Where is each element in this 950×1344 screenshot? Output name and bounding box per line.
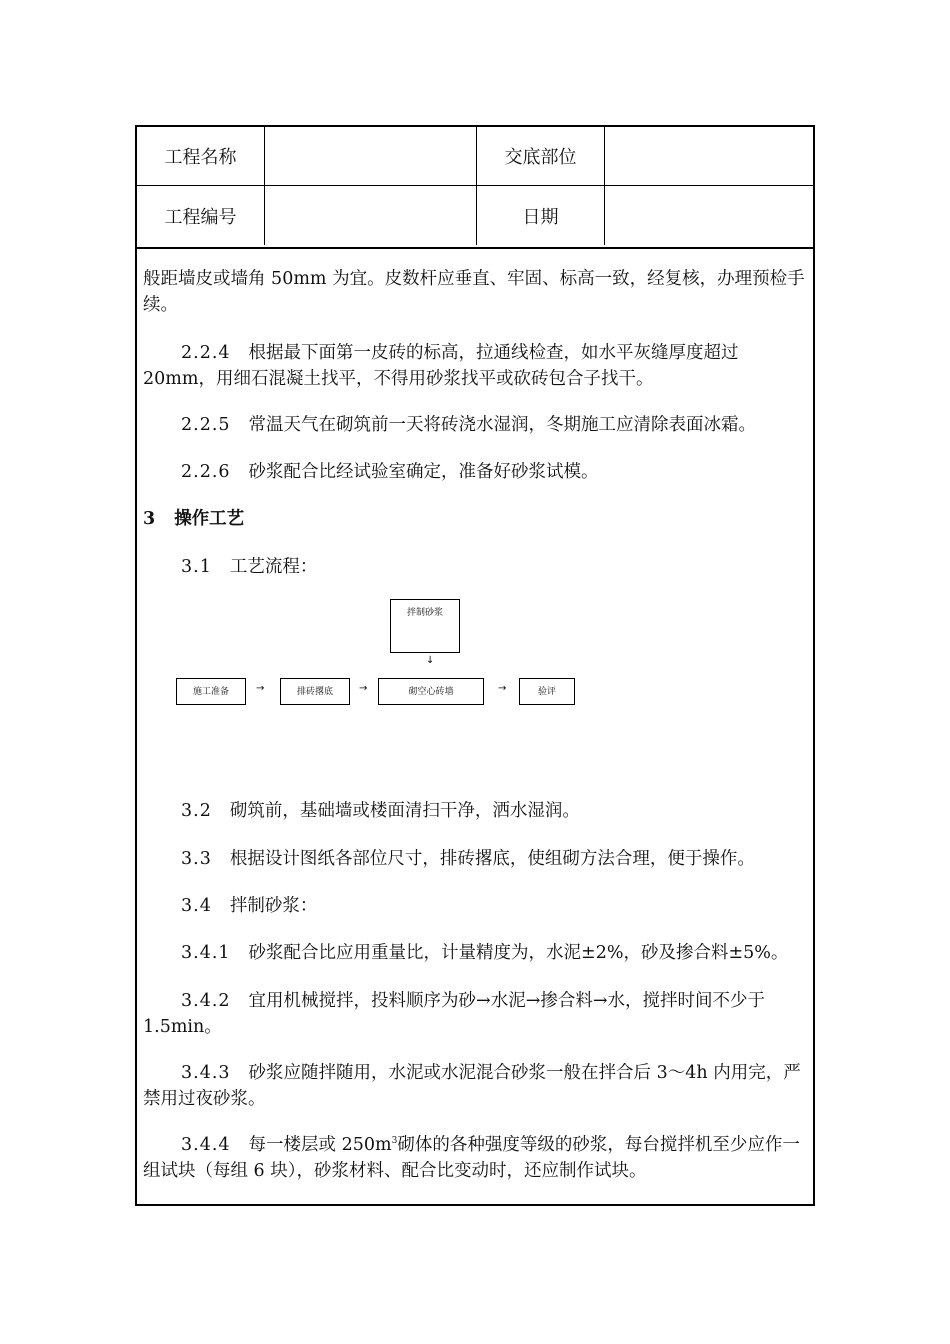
paragraph-2-2-4 [143,340,807,392]
superscript: 3 [391,1136,398,1147]
disclosure-part-value [605,127,813,185]
clause-text: 宜用机械搅拌，投料顺序为砂→水泥→掺合料→水，搅拌时间不少于 1.5min。 [143,991,766,1037]
clause-text: 工艺流程： [229,557,318,577]
clause-number: 2.2.4 [181,343,231,363]
clause-text: 根据最下面第一皮砖的标高，拉通线检查，如水平灰缝厚度超过 20mm，用细石混凝土找平，不得用砂浆找平或砍砖包合子找干。 [143,343,739,389]
paragraph-3-3 [143,846,807,872]
flow-arrow-down: ↓ [426,655,435,666]
flow-node-build-wall: 砌空心砖墙 [378,678,484,705]
clause-text: 砌筑前，基础墙或楼面清扫干净，洒水湿润。 [229,801,580,821]
date-value [605,186,813,245]
flow-node-preparation: 施工准备 [176,678,246,705]
paragraph-3-1 [143,554,807,580]
clause-number: 3.4 [181,896,212,916]
clause-number: 3.4.4 [181,1135,231,1155]
clause-text: 砌体的各种强度等级的砂浆，每台搅拌机至少应作一组试块（每组 6 块），砂浆材料、配合比变动时，还应制作试块。 [143,1135,800,1181]
flow-arrow-right: → [359,683,368,694]
section-heading-3 [143,506,807,532]
clause-number: 2.2.6 [181,462,231,482]
paragraph: 般距墙皮或墙角 50mm 为宜。皮数杆应垂直、牢固、标高一致，经复核，办理预检手续。 [143,269,805,315]
clause-number: 3.3 [181,849,212,869]
paragraph-3-4-4 [143,1132,807,1184]
clause-number: 3.4.1 [181,943,231,963]
clause-number: 3.4.2 [181,991,231,1011]
paragraph-3-4-3 [143,1060,807,1112]
flow-node-inspection: 验评 [519,678,575,705]
section-number: 3 [143,509,157,529]
clause-number: 3.2 [181,801,212,821]
paragraph-2-2-6 [143,459,807,485]
clause-text: 拌制砂浆： [229,896,318,916]
paragraph-3-4 [143,893,807,919]
flow-arrow-right: → [256,683,265,694]
clause-number: 2.2.5 [181,415,231,435]
disclosure-part-label: 交底部位 [504,147,577,168]
clause-text: 砂浆配合比经试验室确定，准备好砂浆试模。 [248,462,599,482]
date-label: 日期 [522,206,559,228]
clause-number: 3.1 [181,557,212,577]
section-title: 操作工艺 [174,509,245,529]
header-table [137,127,813,249]
clause-text: 根据设计图纸各部位尺寸，排砖撂底，使组砌方法合理，便于操作。 [229,849,755,869]
clause-number: 3.4.3 [181,1063,231,1083]
paragraph-3-2 [143,798,807,824]
project-number-label: 工程编号 [164,206,237,228]
project-name-value [265,127,476,185]
clause-text: 常温天气在砌筑前一天将砖浇水湿润，冬期施工应清除表面冰霜。 [248,415,757,435]
clause-text: 砂浆配合比应用重量比，计量精度为，水泥±2%，砂及掺合料±5%。 [248,943,789,963]
paragraph-3-4-2 [143,988,807,1040]
paragraph-3-4-1 [143,940,807,966]
paragraph-2-2-5 [143,412,807,438]
project-number-value [265,186,476,245]
flow-node-mix-mortar: 拌制砂浆 [390,599,460,653]
project-name-label: 工程名称 [164,147,237,168]
flow-node-brick-layout: 排砖撂底 [280,678,350,705]
clause-text: 砂浆应随拌随用，水泥或水泥混合砂浆一般在拌合后 3～4h 内用完，严禁用过夜砂浆。 [143,1063,801,1109]
flow-arrow-right: → [498,683,507,694]
clause-text: 每一楼层或 250m [248,1135,392,1155]
